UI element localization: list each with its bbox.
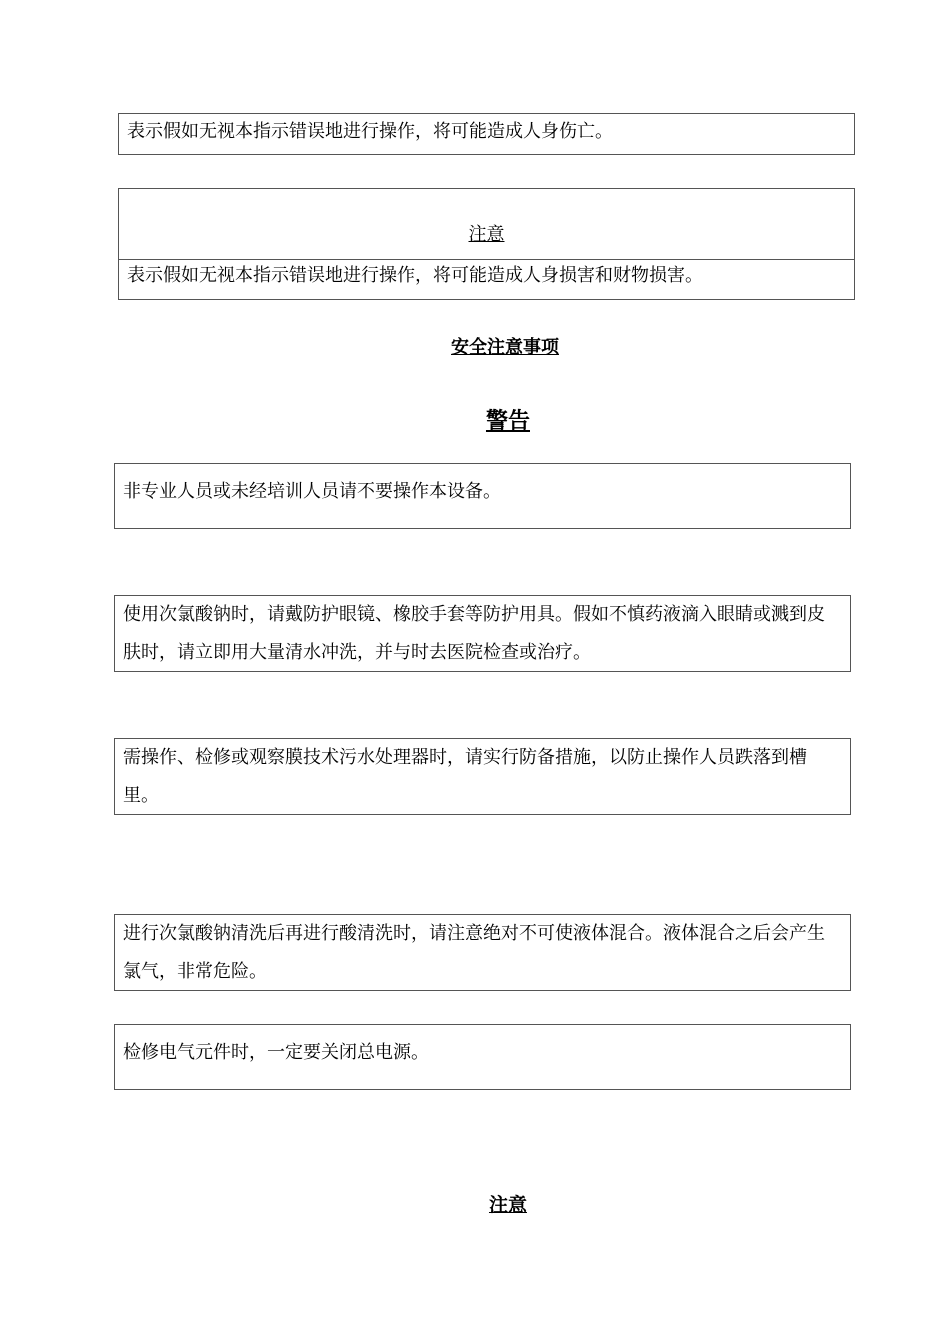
warning-title: 警告 <box>485 409 530 434</box>
warning-item-3-text: 需操作、检修或观察膜技术污水处理器时，请实行防备措施，以防止操作人员跌落到槽里。 <box>123 747 807 806</box>
caution-legend-box <box>118 188 855 300</box>
warning-item-1-text: 非专业人员或未经培训人员请不要操作本设备。 <box>123 481 501 502</box>
danger-legend-box <box>118 113 855 155</box>
warning-item-2-text: 使用次氯酸钠时，请戴防护眼镜、橡胶手套等防护用具。假如不慎药液滴入眼睛或溅到皮肤时，请立即用大量清水冲洗，并与时去医院检查或治疗。 <box>123 604 825 663</box>
warning-item-4-text: 进行次氯酸钠清洗后再进行酸清洗时，请注意绝对不可使液体混合。液体混合之后会产生氯气，非常危险。 <box>123 923 825 982</box>
warning-item-2 <box>114 595 851 672</box>
warning-item-1 <box>114 463 851 529</box>
caution-title: 注意 <box>488 1194 527 1216</box>
caution-legend-label: 注意 <box>468 224 505 245</box>
warning-item-5 <box>114 1024 851 1090</box>
caution-legend-text: 表示假如无视本指示错误地进行操作，将可能造成人身损害和财物损害。 <box>127 265 703 286</box>
section-title: 安全注意事项 <box>451 337 559 358</box>
warning-item-3 <box>114 738 851 815</box>
danger-legend-text: 表示假如无视本指示错误地进行操作，将可能造成人身伤亡。 <box>127 121 613 142</box>
warning-item-5-text: 检修电气元件时，一定要关闭总电源。 <box>123 1042 429 1063</box>
warning-item-4 <box>114 914 851 991</box>
